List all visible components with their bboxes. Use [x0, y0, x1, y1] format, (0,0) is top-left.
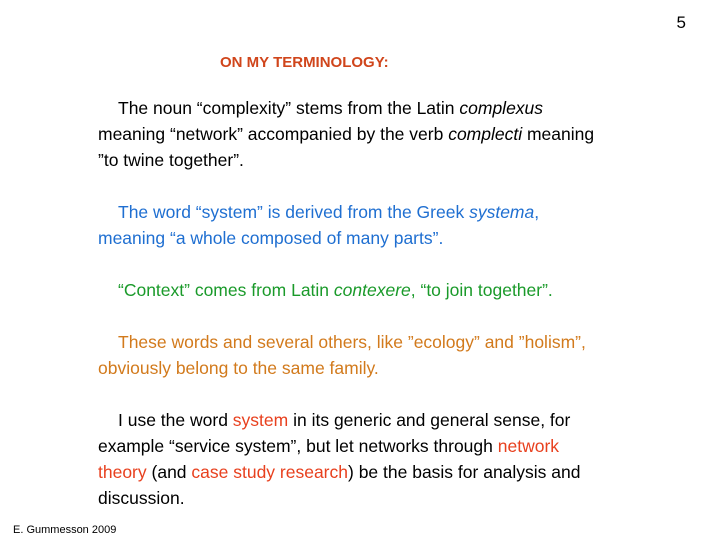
paragraph-family — [98, 329, 608, 381]
text-run: ) be the basis for analysis and discussion. — [98, 462, 581, 508]
paragraph-context — [98, 277, 608, 303]
paragraph-complexity — [98, 95, 608, 173]
text-run: in its generic and general sense, for example “service system”, but let networks through — [98, 410, 571, 456]
greek-term: systema — [469, 202, 535, 222]
page-number: 5 — [676, 13, 686, 32]
latin-term: contexere — [333, 280, 411, 300]
paragraph-usage — [98, 407, 608, 511]
body-text — [98, 95, 608, 511]
latin-term: complexus — [459, 98, 544, 118]
text-run: , meaning “a whole composed of many parts”. — [98, 202, 540, 248]
slide-title: ON MY TERMINOLOGY: — [220, 54, 389, 71]
highlight-network-theory: network theory — [98, 436, 560, 482]
text-run: The noun “complexity” stems from the Latin — [118, 98, 460, 118]
text-run: meaning ”to twine together”. — [98, 124, 595, 170]
footer-credit: E. Gummesson 2009 — [13, 524, 117, 536]
text-run: “Context” comes from Latin — [118, 280, 334, 300]
text-run: These words and several others, like ”ecology” and ”holism”, obviously belong to the same family. — [98, 332, 586, 378]
text-run: meaning “network” accompanied by the verb — [98, 124, 449, 144]
text-run: , “to join together”. — [410, 280, 553, 300]
text-run: The word “system” is derived from the Greek — [118, 202, 470, 222]
latin-term: complecti — [448, 124, 523, 144]
highlight-case-study-research: case study research — [191, 462, 348, 482]
text-run: I use the word — [118, 410, 233, 430]
highlight-system: system — [232, 410, 289, 430]
text-run: (and — [146, 462, 192, 482]
paragraph-system — [98, 199, 608, 251]
